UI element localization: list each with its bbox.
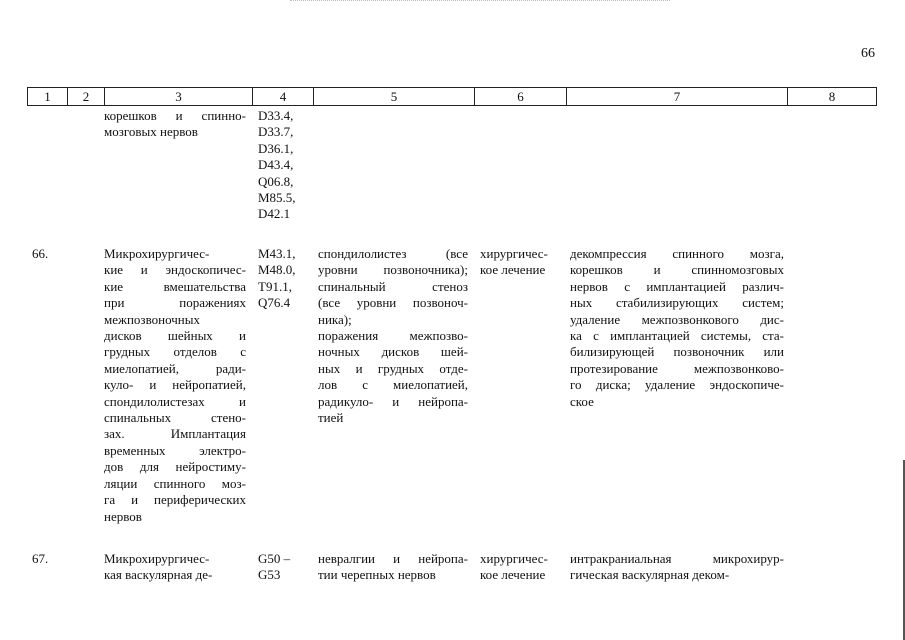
text-line: Q06.8, <box>258 173 294 189</box>
text-line: корешков и спинно- <box>104 108 246 123</box>
header-col-3: 3 <box>105 88 253 105</box>
text-line: D36.1, <box>258 140 294 156</box>
text-line: ка с имплантацией системы, ста- <box>570 328 784 344</box>
text-line: Микрохирургичес- <box>104 246 210 261</box>
text-line: грудных отделов с <box>104 344 246 360</box>
text-line: D42.1 <box>258 206 291 222</box>
row66-model <box>318 246 468 426</box>
row66-treatment <box>480 246 568 279</box>
text-line: D33.7, <box>258 124 294 140</box>
text-line: ночных дисков шей- <box>318 344 468 360</box>
header-col-7: 7 <box>567 88 788 105</box>
page-number: 66 <box>861 46 875 61</box>
text-line: D33.4, <box>258 108 294 123</box>
text-line: M48.0, <box>258 262 296 278</box>
text-line: G53 <box>258 567 281 583</box>
text-line: тией <box>318 410 344 426</box>
text-line: D43.4, <box>258 157 294 173</box>
text-line: протезирование межпозвонково- <box>570 360 784 376</box>
text-line: ных стабилизирующих систем; <box>570 295 784 311</box>
text-line: спинальный стеноз <box>318 278 468 294</box>
text-line: ское <box>570 393 594 409</box>
row67-method <box>570 551 784 584</box>
row66-codes <box>258 246 316 312</box>
text-line: миелопатией, ради- <box>104 360 246 376</box>
text-line: (все уровни позвоноч- <box>318 295 468 311</box>
text-line: гическая васкулярная деком- <box>570 567 730 583</box>
text-line: дов для нейростиму- <box>104 459 246 475</box>
text-line: спинальных стено- <box>104 410 246 426</box>
row66-number: 66. <box>32 246 49 261</box>
text-line: кое лечение <box>480 567 546 583</box>
text-line: интракраниальная микрохирур- <box>570 551 784 566</box>
text-line: T91.1, <box>258 278 292 294</box>
text-line: межпозвоночных <box>104 311 200 327</box>
header-col-5: 5 <box>314 88 475 105</box>
text-line: M43.1, <box>258 246 296 261</box>
text-line: кие вмешательства <box>104 278 246 294</box>
table-header <box>27 87 877 106</box>
text-line: Микрохирургичес- <box>104 551 210 566</box>
text-line: G50 – <box>258 551 291 566</box>
text-line: поражения межпозво- <box>318 328 468 344</box>
row66-name <box>104 246 246 525</box>
text-line: ляции спинного моз- <box>104 475 246 491</box>
header-col-4: 4 <box>253 88 314 105</box>
text-line: га и периферических <box>104 492 246 508</box>
text-line: лов с миелопатией, <box>318 377 468 393</box>
text-line: зах. Имплантация <box>104 426 246 442</box>
text-line: тии черепных нервов <box>318 567 436 583</box>
text-line: радикуло- и нейропа- <box>318 393 468 409</box>
scan-artifact <box>290 0 670 5</box>
row67-model <box>318 551 468 584</box>
text-line: Q76.4 <box>258 295 291 311</box>
text-line: нервов <box>104 508 142 524</box>
row67-name <box>104 551 246 584</box>
text-line: спондилолистезах и <box>104 393 246 409</box>
text-line: хирургичес- <box>480 246 548 261</box>
text-line: временных электро- <box>104 442 246 458</box>
row0-codes <box>258 108 316 223</box>
text-line: билизирующей позвоночник или <box>570 344 784 360</box>
header-col-6: 6 <box>475 88 567 105</box>
header-col-8: 8 <box>828 89 836 104</box>
row67-treatment <box>480 551 568 584</box>
text-line: нервов с имплантацией различ- <box>570 278 784 294</box>
text-line: корешков и спинномозговых <box>570 262 784 278</box>
text-line: при поражениях <box>104 295 246 311</box>
row67-number: 67. <box>32 551 49 566</box>
text-line: декомпрессия спинного мозга, <box>570 246 784 261</box>
text-line: удаление межпозвонкового дис- <box>570 311 784 327</box>
text-line: кая васкулярная де- <box>104 567 213 583</box>
text-line: спондилолистез (все <box>318 246 468 261</box>
header-col-2: 2 <box>68 88 105 105</box>
text-line: ника); <box>318 311 352 327</box>
text-line: хирургичес- <box>480 551 548 566</box>
text-line: M85.5, <box>258 190 296 206</box>
text-line: невралгии и нейропа- <box>318 551 468 566</box>
header-col-1: 1 <box>28 88 68 105</box>
text-line: мозговых нервов <box>104 124 198 140</box>
text-line: уровни позвоночника); <box>318 262 468 278</box>
row67-codes <box>258 551 316 584</box>
text-line: кие и эндоскопичес- <box>104 262 246 278</box>
text-line: го диска; удаление эндоскопиче- <box>570 377 784 393</box>
row66-method <box>570 246 784 410</box>
text-line: дисков шейных и <box>104 328 246 344</box>
text-line: куло- и нейропатией, <box>104 377 246 393</box>
text-line: кое лечение <box>480 262 546 278</box>
row0-name <box>104 108 246 141</box>
text-line: ных и грудных отде- <box>318 360 468 376</box>
